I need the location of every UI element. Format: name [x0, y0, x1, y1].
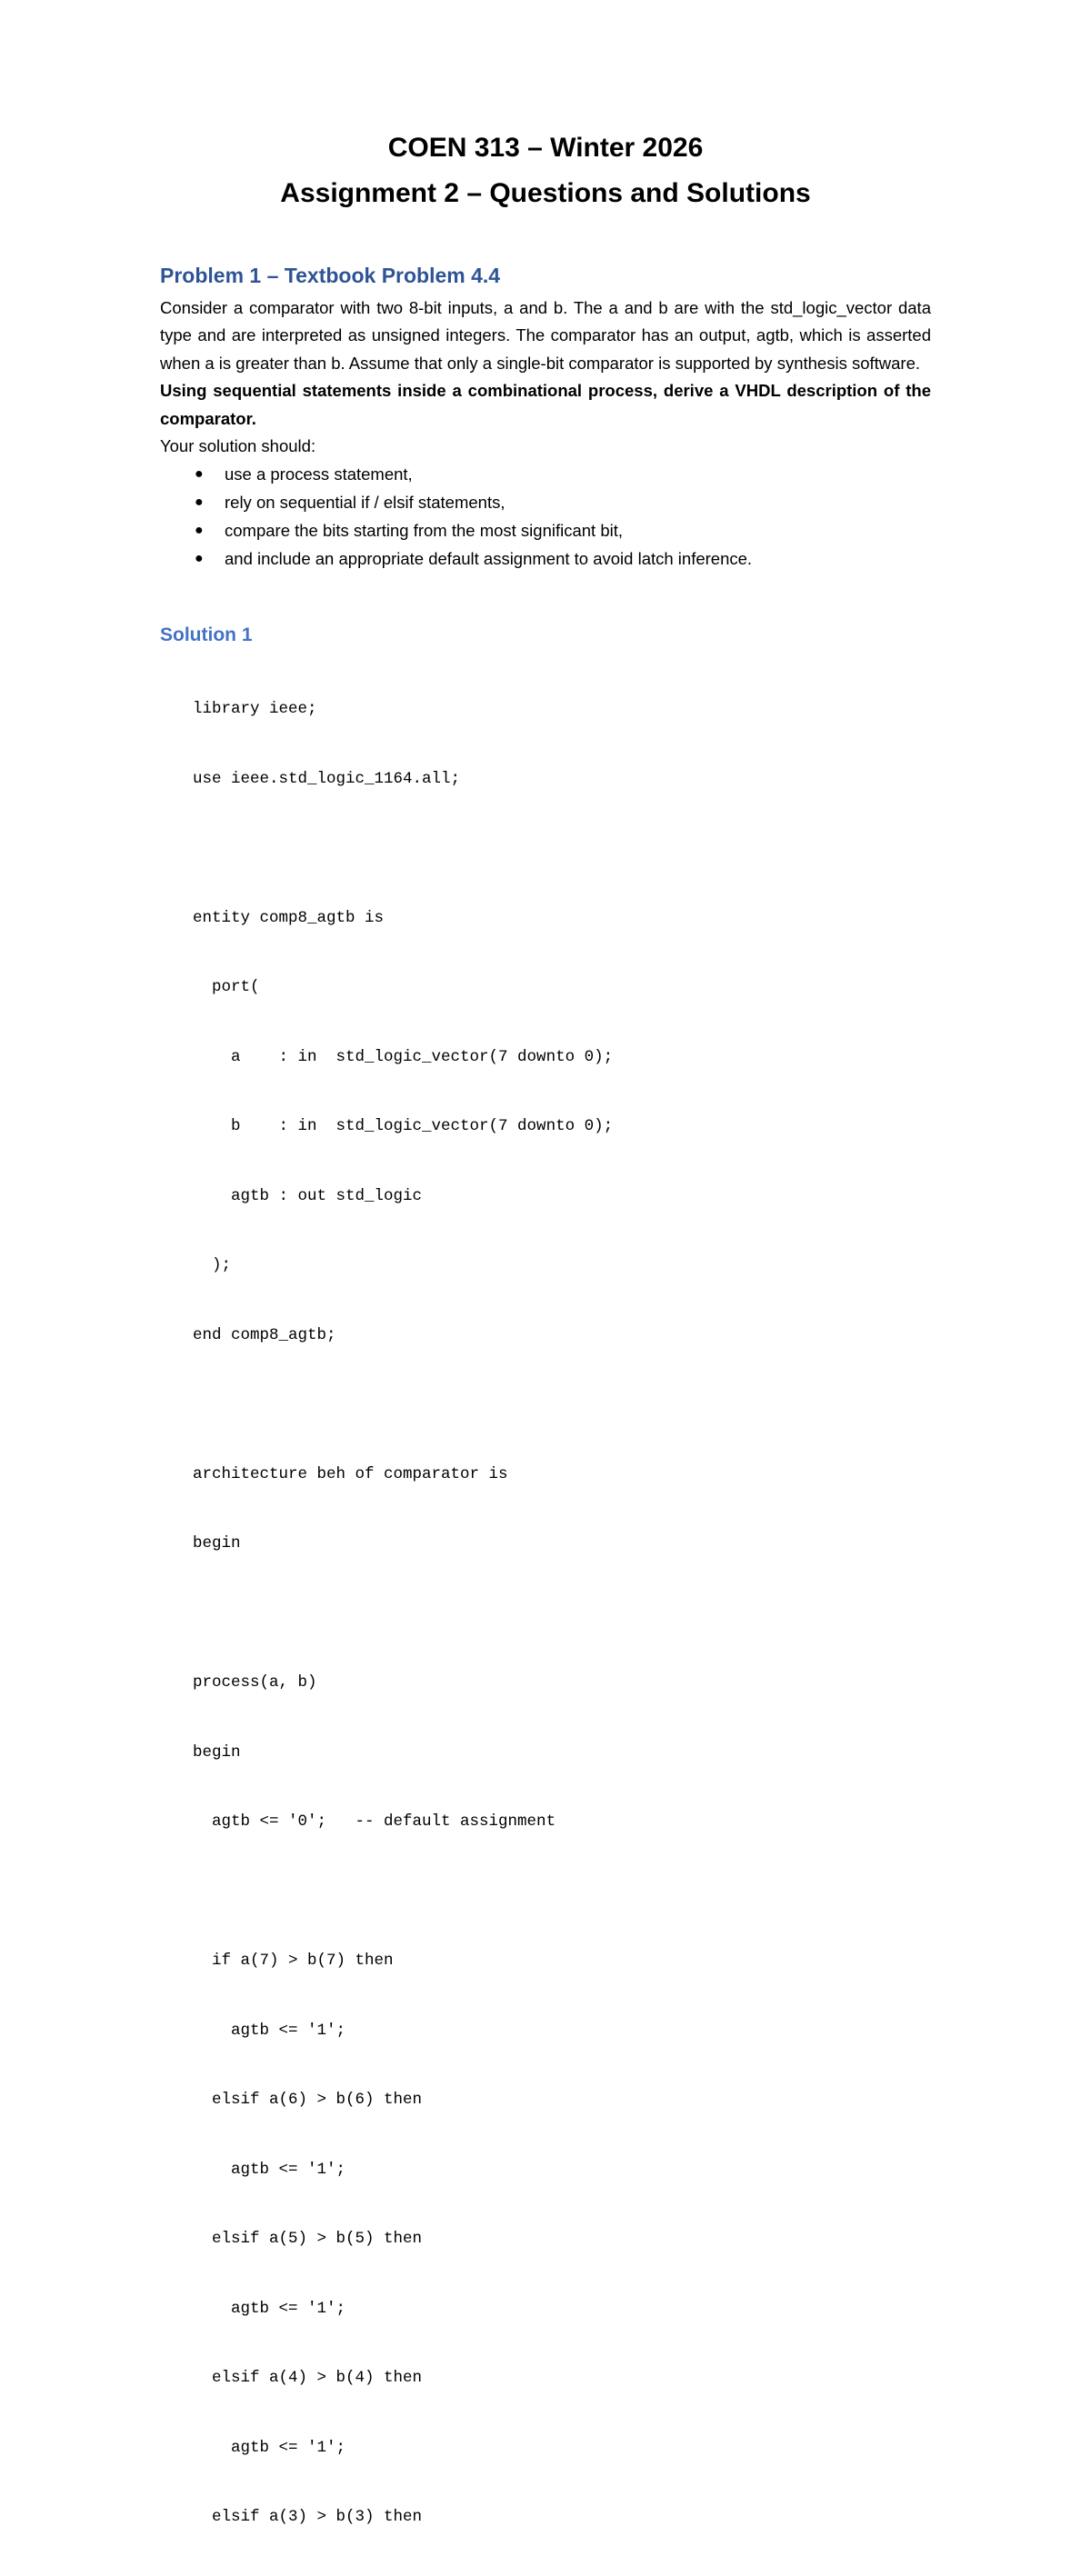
requirements-intro: Your solution should: [160, 436, 316, 456]
code-line: ); [193, 1256, 232, 1274]
assignment-title: Assignment 2 – Questions and Solutions [280, 178, 811, 208]
list-item [160, 516, 931, 544]
code-line: agtb <= '1'; [193, 2021, 346, 2040]
code-line: a : in std_logic_vector(7 downto 0); [193, 1047, 614, 1066]
code-line [193, 1393, 613, 1417]
list-item [160, 544, 931, 573]
code-line: begin [193, 1742, 241, 1762]
bullet-icon: ● [195, 494, 204, 511]
vhdl-code-block [193, 652, 613, 2576]
code-line: elsif a(6) > b(6) then [193, 2091, 423, 2109]
code-line: elsif a(4) > b(4) then [193, 2369, 423, 2387]
document-title [0, 125, 1091, 216]
code-line: begin [193, 1534, 241, 1553]
requirement-text: compare the bits starting from the most significant bit, [225, 521, 624, 541]
code-line: agtb <= '1'; [193, 2160, 346, 2179]
list-item [160, 488, 931, 516]
code-line: port( [193, 978, 260, 996]
code-line: architecture beh of comparator is [193, 1464, 508, 1483]
list-item [160, 460, 931, 488]
requirements-list [160, 460, 931, 573]
requirement-text: rely on sequential if / elsif statements, [225, 493, 505, 513]
course-title: COEN 313 – Winter 2026 [387, 133, 704, 163]
bullet-icon: ● [195, 523, 204, 539]
code-line: agtb <= '1'; [193, 2299, 346, 2318]
problem-heading: Problem 1 – Textbook Problem 4.4 [160, 264, 501, 287]
code-line: agtb : out std_logic [193, 1186, 423, 1205]
code-line: elsif a(5) > b(5) then [193, 2230, 423, 2248]
code-line: agtb <= '1'; [193, 2438, 346, 2457]
requirement-text: and include an appropriate default assignment to avoid latch inference. [225, 549, 753, 569]
code-line [193, 1603, 613, 1626]
problem-instruction: Using sequential statements inside a combinational process, derive a VHDL description of the comparator. [160, 381, 931, 428]
code-line: elsif a(3) > b(3) then [193, 2508, 423, 2526]
code-line: entity comp8_agtb is [193, 908, 385, 927]
code-line [193, 1881, 613, 1904]
code-line: if a(7) > b(7) then [193, 1952, 394, 1970]
requirement-text: use a process statement, [225, 464, 413, 484]
problem-statement: Consider a comparator with two 8-bit inputs, a and b. The a and b are with the std_logic_vector data type and are interpreted as unsigned integers. The comparator has an output, agtb, which is asserted when a is greater than b. Assume that only a single-bit comparator is supported by synthesis software. [160, 298, 931, 373]
code-line: end comp8_agtb; [193, 1325, 336, 1344]
bullet-icon: ● [195, 551, 204, 567]
code-line: library ieee; [193, 700, 317, 718]
code-line [193, 837, 613, 861]
code-line: process(a, b) [193, 1673, 317, 1692]
problem-body [160, 295, 931, 573]
bullet-icon: ● [195, 466, 204, 483]
code-line: use ieee.std_logic_1164.all; [193, 769, 461, 788]
code-line: agtb <= '0'; -- default assignment [193, 1812, 556, 1831]
solution-heading: Solution 1 [160, 624, 253, 645]
code-line: b : in std_logic_vector(7 downto 0); [193, 1117, 614, 1135]
